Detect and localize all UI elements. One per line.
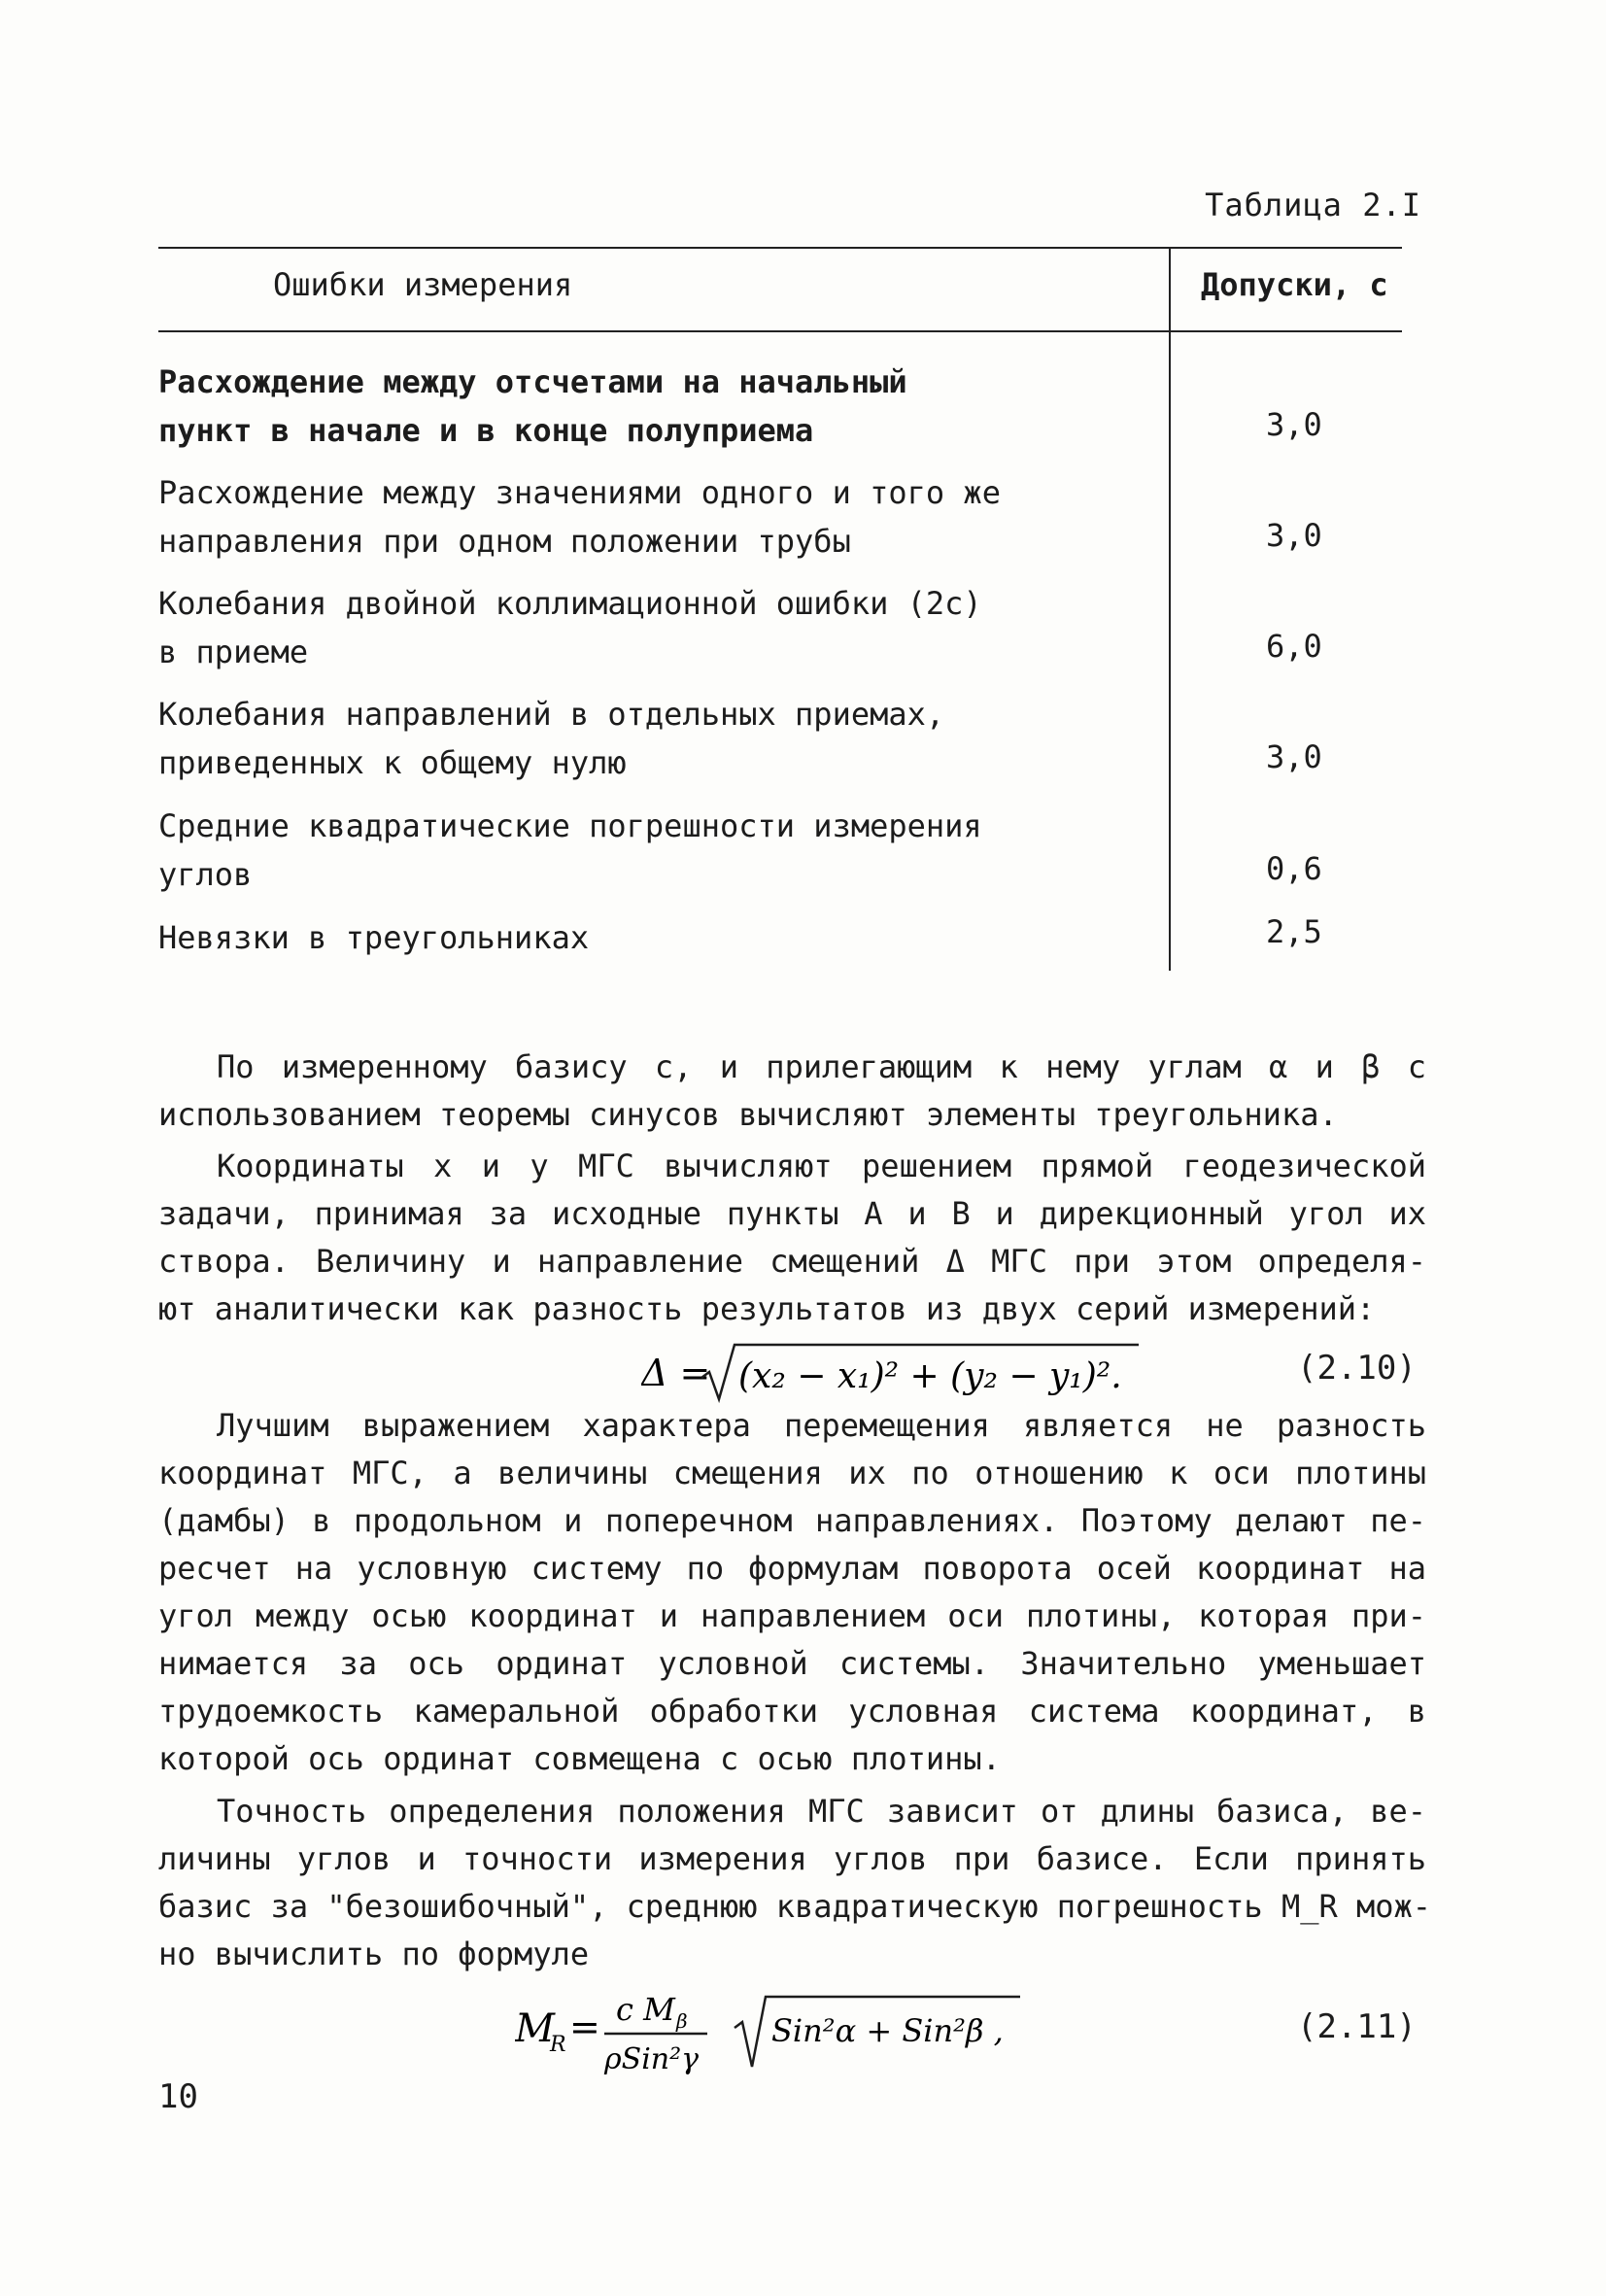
svg-text:(x₂ − x₁)² + (y₂ − y₁)².: (x₂ − x₁)² + (y₂ − y₁)². (738, 1356, 1122, 1396)
formula-displacement-svg (641, 1339, 1146, 1407)
table-row-value: 2,5 (1266, 913, 1322, 950)
table-row-desc: Расхождение между значениями одного и того же направления при одном положении трубы (158, 474, 1001, 560)
table-row-desc: Колебания двойной коллимационной ошибки (2с) в приеме (158, 585, 982, 670)
text-line: задачи, принимая за исходные пункты А и В и дирекционный угол их (158, 1195, 1426, 1232)
table-row-value: 6,0 (1266, 628, 1322, 665)
paragraph-coordinates (158, 1143, 1426, 1333)
table-row-value: 3,0 (1266, 517, 1322, 554)
table-header-tolerances: Допуски, с (1201, 266, 1388, 303)
text-line: трудоемкость камеральной обработки условная система координат, в (158, 1693, 1426, 1730)
text-line: ресчет на условную систему по формулам поворота осей координат на (158, 1550, 1426, 1587)
svg-text:ρSin²γ: ρSin²γ (604, 2042, 700, 2076)
page-number: 10 (158, 2077, 198, 2116)
svg-text:Sin²α + Sin²β ,: Sin²α + Sin²β , (771, 2012, 1004, 2049)
table-row-value: 0,6 (1266, 850, 1322, 887)
text-line: нимается за ось ординат условной системы. Значительно уменьшает (158, 1645, 1426, 1682)
svg-text:=: = (569, 2005, 600, 2048)
text-line: угол между осью координат и направлением оси плотины, которая при- (158, 1597, 1426, 1634)
formula-mean-square-error (515, 1977, 1059, 2093)
text-line: Лучшим выражением характера перемещения является не разность (217, 1407, 1426, 1444)
table-row-desc: Средние квадратические погрешности измерения углов (158, 807, 982, 893)
svg-text:M: M (515, 2006, 555, 2051)
formula-number: (2.11) (1297, 2007, 1417, 2046)
formula-number: (2.10) (1297, 1349, 1417, 1388)
text-line: Точность определения положения МГС зависит от длины базиса, ве- (217, 1793, 1426, 1830)
svg-text:Δ =: Δ = (641, 1352, 711, 1394)
table-row-value: 3,0 (1266, 406, 1322, 443)
text-line: створа. Величину и направление смещений Δ МГС при этом определя- (158, 1243, 1426, 1280)
table-column-divider (1169, 247, 1171, 971)
text-line: базис за "безошибочный", среднюю квадратическую погрешность M_R мож- (158, 1888, 1432, 1925)
text-line: По измеренному базису с, и прилегающим к нему углам α и β с (217, 1048, 1426, 1085)
text-line: (дамбы) в продольном и поперечном направлениях. Поэтому делают пе- (158, 1502, 1426, 1539)
text-line: которой ось ординат совмещена с осью плотины. (158, 1740, 1001, 1777)
table-row-desc: Невязки в треугольниках (158, 919, 590, 956)
table-header-rule (158, 330, 1402, 332)
text-line: но вычислить по формуле (158, 1936, 590, 1972)
paragraph-displacement-expression (158, 1402, 1426, 1783)
table-row-desc: Колебания направлений в отдельных приемах, приведенных к общему нулю (158, 696, 945, 781)
table-header-errors: Ошибки измерения (273, 266, 573, 303)
svg-text:c M: c M (616, 1991, 675, 2028)
text-line: координат МГС, а величины смещения их по отношению к оси плотины (158, 1455, 1426, 1491)
paragraph-accuracy (158, 1788, 1432, 1978)
text-line: использованием теоремы синусов вычисляют элементы треугольника. (158, 1096, 1338, 1133)
formula-mse-svg (515, 1977, 1059, 2084)
svg-text:R: R (550, 2033, 566, 2057)
table-row-desc: Расхождение между отсчетами на начальный пункт в начале и в конце полуприема (158, 363, 907, 449)
tolerance-table (158, 243, 1402, 977)
table-caption: Таблица 2.I (1205, 187, 1421, 223)
svg-text:β: β (676, 2009, 688, 2033)
text-line: личины углов и точности измерения углов при базисе. Если принять (158, 1840, 1426, 1877)
text-line: ют аналитически как разность результатов из двух серий измерений: (158, 1290, 1376, 1327)
text-line: Координаты x и y МГС вычисляют решением прямой геодезической (217, 1148, 1426, 1184)
paragraph-baseline-method (158, 1044, 1426, 1139)
table-row-value: 3,0 (1266, 738, 1322, 775)
table-top-rule (158, 247, 1402, 249)
